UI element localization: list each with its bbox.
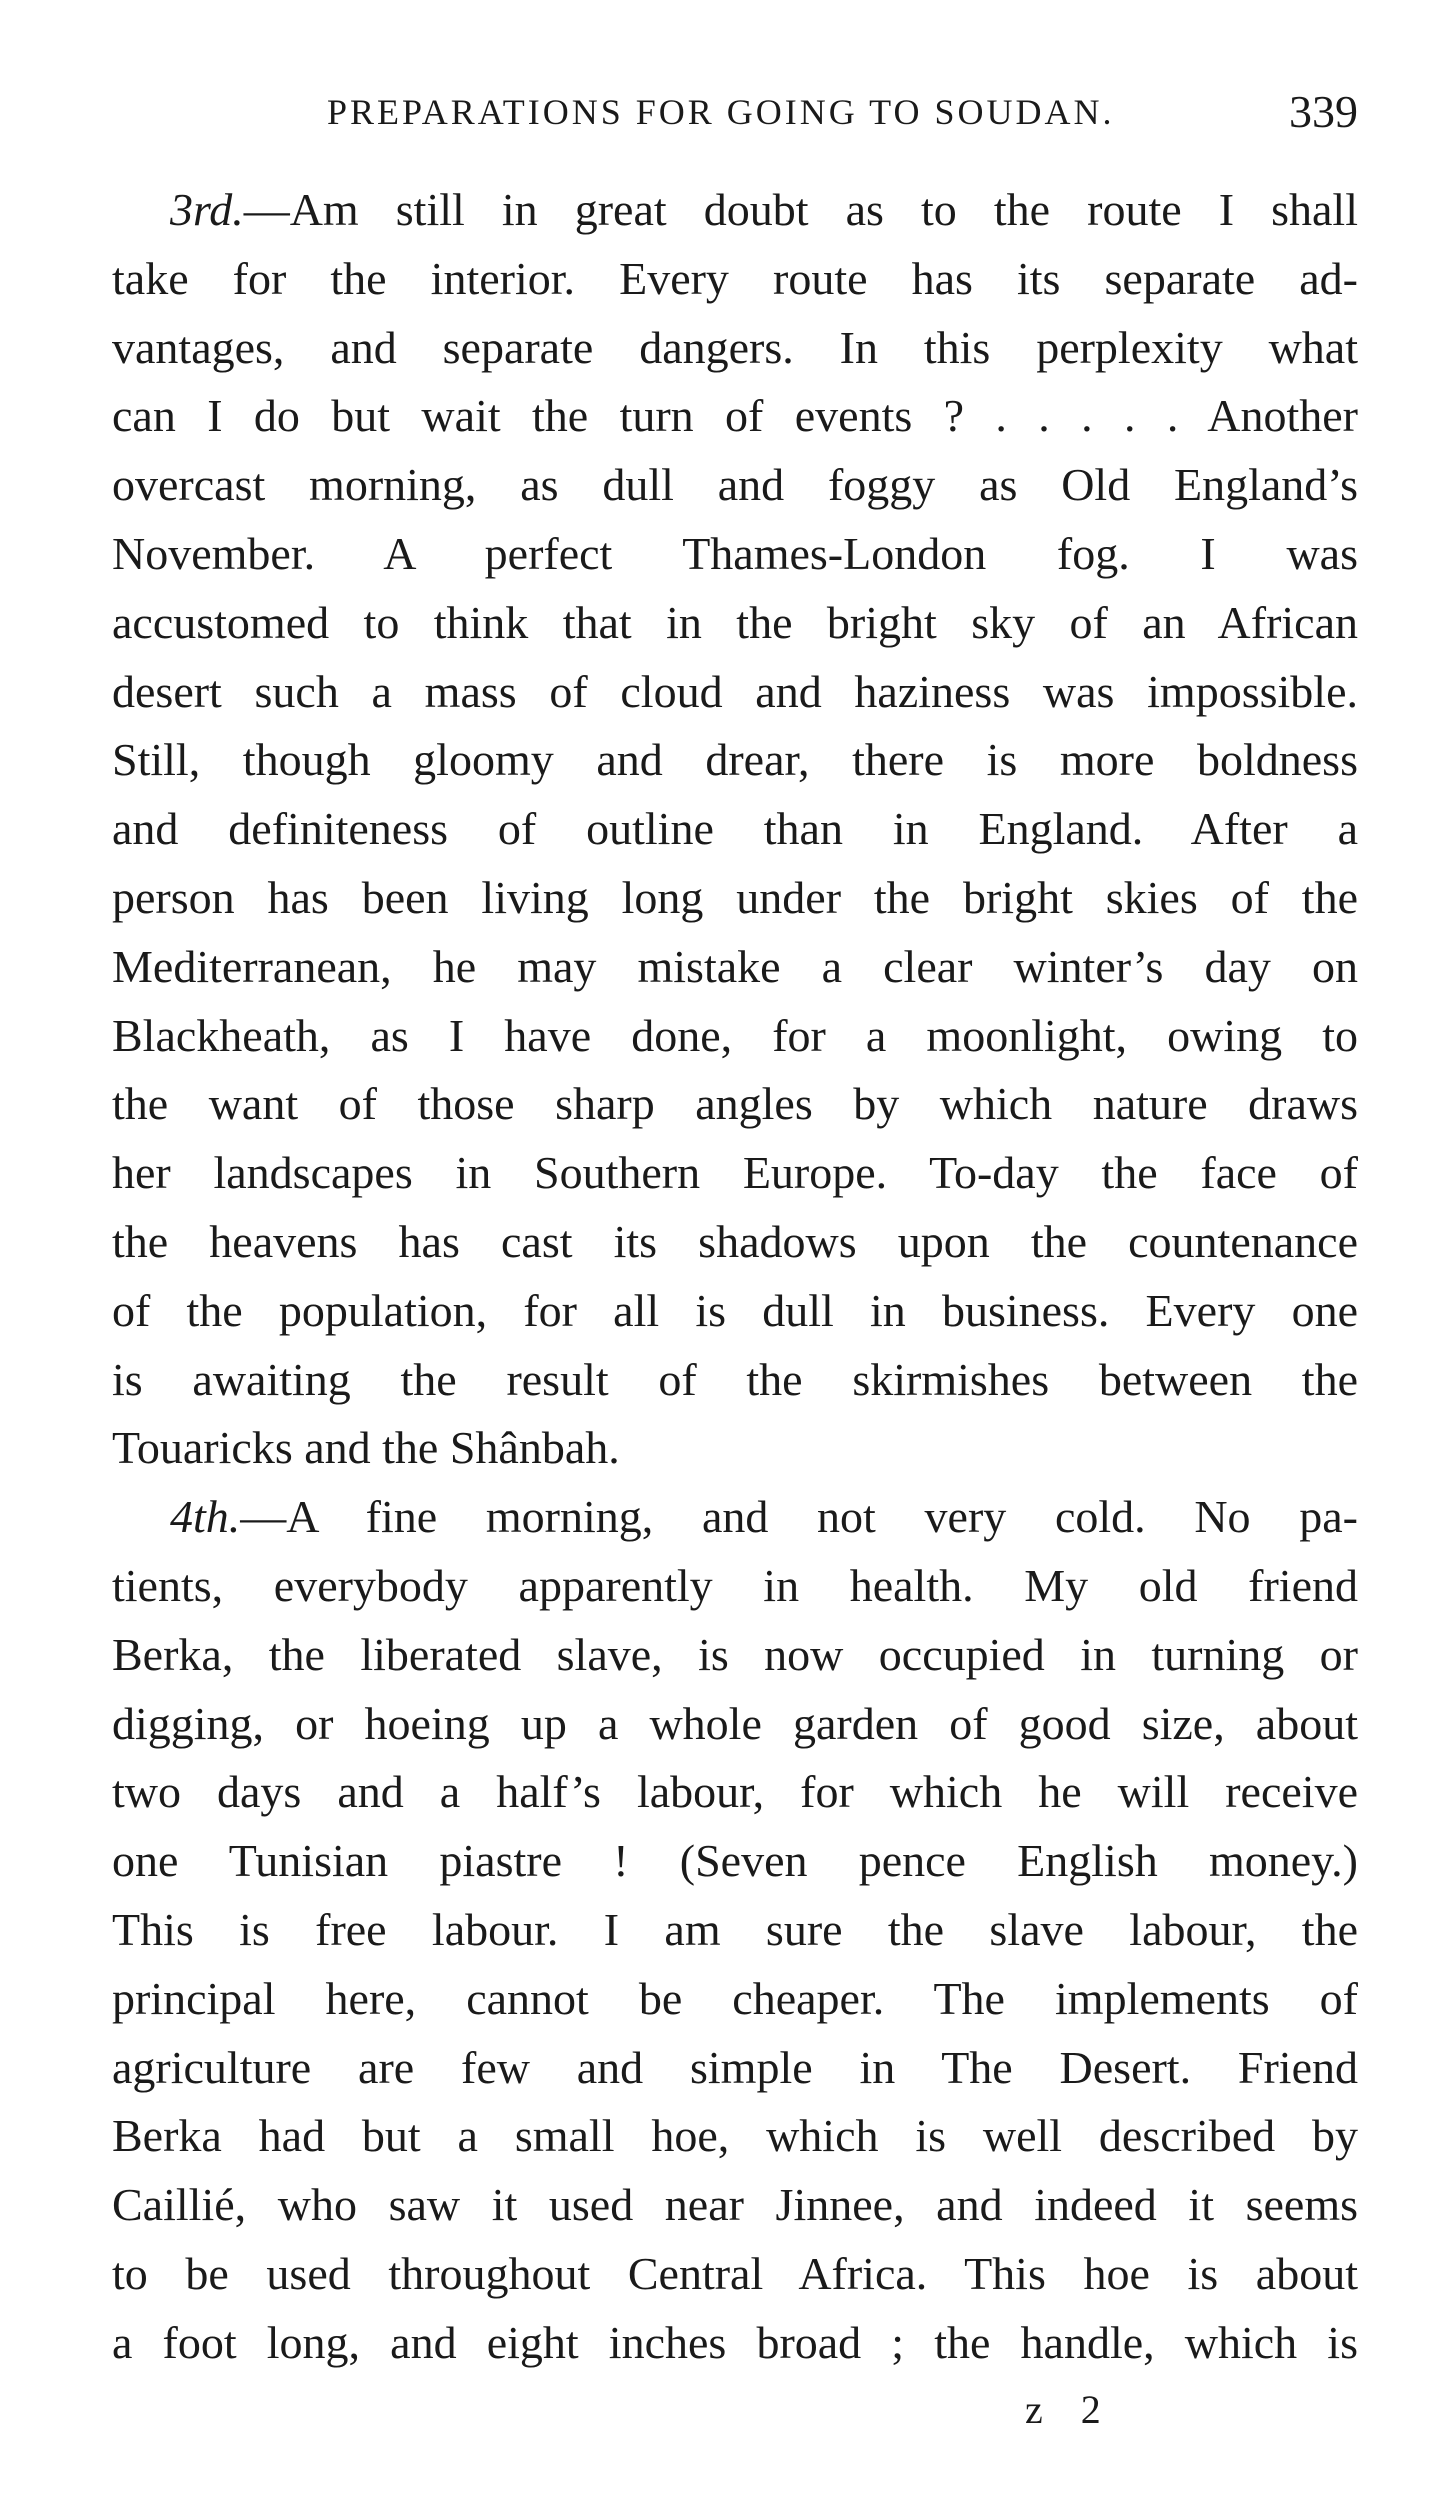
text-line: Caillié, who saw it used near Jinnee, and indeed it seems (112, 2179, 1358, 2231)
paragraph-3rd (112, 176, 1358, 1483)
text-line: Berka, the liberated slave, is now occupied in turning or (112, 1628, 1358, 1680)
text-line (112, 1483, 1358, 1552)
text-line: digging, or hoeing up a whole garden of good size, about (112, 1697, 1358, 1749)
paragraph-4th (112, 1483, 1358, 2377)
text-line: take for the interior. Every route has its separate ad- (112, 252, 1358, 304)
text-line: principal here, cannot be cheaper. The implements of (112, 1972, 1358, 2024)
text-line: her landscapes in Southern Europe. To-day the face of (112, 1147, 1358, 1199)
text-line: person has been living long under the bright skies of the (112, 871, 1358, 923)
text-line: desert such a mass of cloud and haziness was impossible. (112, 665, 1358, 717)
text-line: of the population, for all is dull in business. Every one (112, 1284, 1358, 1336)
text-line: the heavens has cast its shadows upon the countenance (112, 1215, 1358, 1267)
running-head (112, 82, 1358, 142)
text-line: a foot long, and eight inches broad ; the handle, which is (112, 2316, 1358, 2368)
text-line: overcast morning, as dull and foggy as Old England’s (112, 459, 1358, 511)
text-line: tients, everybody apparently in health. My old friend (112, 1559, 1358, 1611)
page-number: 339 (1289, 86, 1358, 137)
text-line: Berka had but a small hoe, which is well described by (112, 2110, 1358, 2162)
text-line: the want of those sharp angles by which nature draws (112, 1078, 1358, 1130)
text-line: agriculture are few and simple in The Desert. Friend (112, 2041, 1358, 2093)
date-label: 4th. (170, 1491, 241, 1543)
text-line: accustomed to think that in the bright sky of an African (112, 596, 1358, 648)
text-line: Touaricks and the Shânbah. (112, 1422, 620, 1474)
line-text: —A fine morning, and not very cold. No pa- (240, 1491, 1358, 1543)
text-line: Mediterranean, he may mistake a clear winter’s day on (112, 940, 1358, 992)
text-line: and definiteness of outline than in England. After a (112, 803, 1358, 855)
line-text: —Am still in great doubt as to the route I shall (243, 184, 1358, 235)
text-line: November. A perfect Thames-London fog. I was (112, 527, 1358, 579)
text-line: can I do but wait the turn of events ? . . . . . Another (112, 390, 1358, 442)
text-line (112, 176, 1358, 245)
text-line: vantages, and separate dangers. In this perplexity what (112, 321, 1358, 373)
text-line: is awaiting the result of the skirmishes between the (112, 1353, 1358, 1405)
text-line: Still, though gloomy and drear, there is more boldness (112, 734, 1358, 786)
signature-mark: z 2 (1025, 2387, 1115, 2432)
date-label: 3rd. (170, 184, 244, 235)
running-title: PREPARATIONS FOR GOING TO SOUDAN. (327, 92, 1115, 132)
text-line: two days and a half’s labour, for which he will receive (112, 1766, 1358, 1818)
text-line: Blackheath, as I have done, for a moonlight, owing to (112, 1009, 1358, 1061)
text-line: one Tunisian piastre ! (Seven pence English money.) (112, 1835, 1358, 1887)
text-line: This is free labour. I am sure the slave labour, the (112, 1903, 1358, 1955)
text-line: to be used throughout Central Africa. This hoe is about (112, 2247, 1358, 2299)
body-text (112, 176, 1358, 2378)
